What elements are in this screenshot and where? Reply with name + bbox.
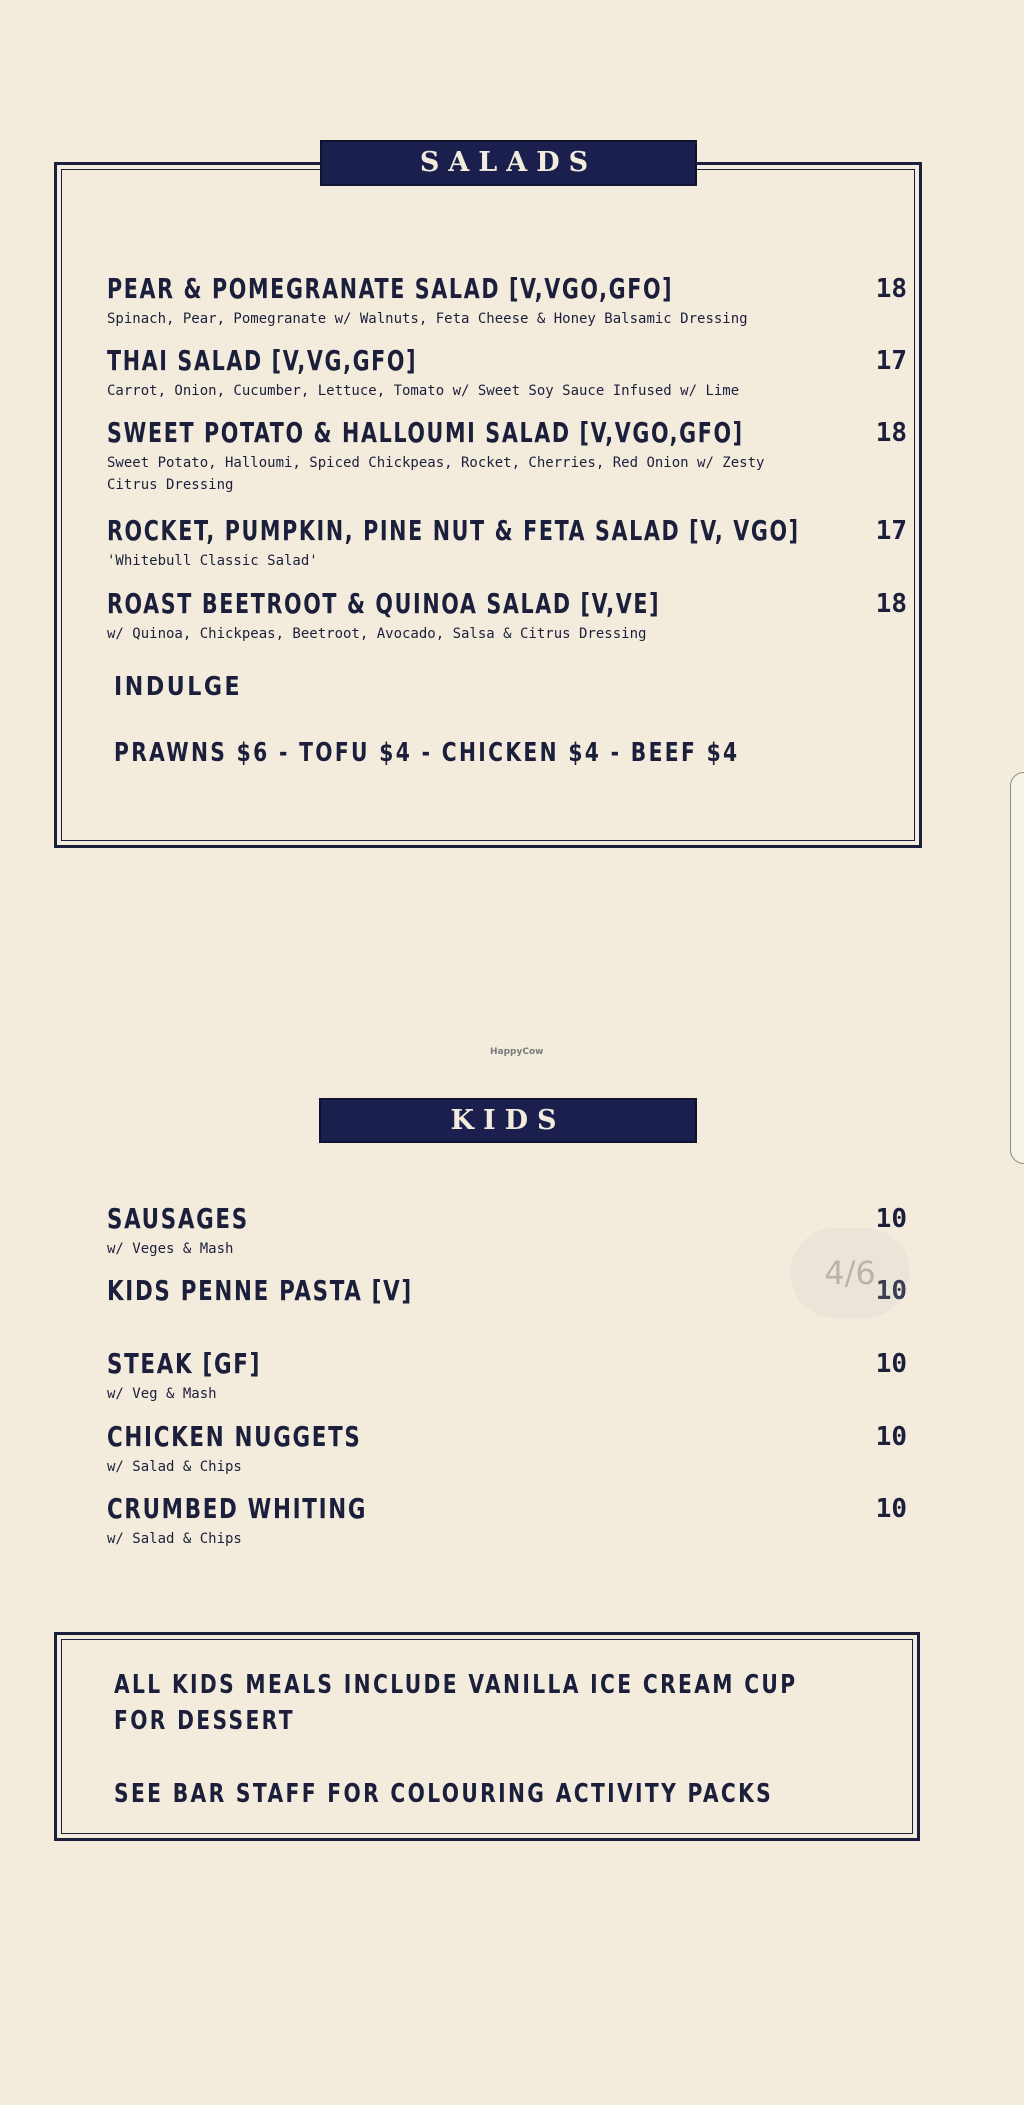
kids-item [107,1420,907,1478]
salad-item [107,587,907,645]
kids-item-description: w/ Salad & Chips [107,1531,242,1547]
kids-banner: KIDS [319,1098,697,1143]
salad-item-name: SWEET POTATO & HALLOUMI SALAD [V,VGO,GFO] [107,416,744,449]
salad-item-name: ROCKET, PUMPKIN, PINE NUT & FETA SALAD [V, VGO] [107,514,800,547]
indulge-options: PRAWNS $6 - TOFU $4 - CHICKEN $4 - BEEF $4 [114,738,740,768]
side-panel-handle[interactable] [1010,772,1024,1164]
kids-item-price: 10 [875,1422,907,1452]
happycow-watermark: HappyCow [490,1047,544,1057]
kids-note-line: ALL KIDS MEALS INCLUDE VANILLA ICE CREAM CUP [114,1670,798,1700]
salad-item-price: 18 [875,589,907,619]
salad-item [107,416,907,496]
kids-item-name: STEAK [GF] [107,1347,262,1380]
salad-item-description: Spinach, Pear, Pomegranate w/ Walnuts, Feta Cheese & Honey Balsamic Dressing [107,311,748,327]
kids-item-price: 10 [875,1349,907,1379]
salad-item-price: 17 [875,346,907,376]
kids-item [107,1274,907,1308]
previous-section-heading-fragment [390,0,630,4]
kids-item-description: w/ Veges & Mash [107,1241,234,1257]
kids-item [107,1492,907,1550]
salad-item-name: PEAR & POMEGRANATE SALAD [V,VGO,GFO] [107,272,674,305]
indulge-label: INDULGE [114,672,243,702]
salad-item-price: 18 [875,418,907,448]
salad-item-price: 18 [875,274,907,304]
kids-item-name: CRUMBED WHITING [107,1492,368,1525]
salad-item-description: Sweet Potato, Halloumi, Spiced Chickpeas, Rocket, Cherries, Red Onion w/ Zesty Citrus Dressing [107,455,765,493]
salad-item [107,514,907,572]
page-indicator: 4/6 [790,1228,910,1318]
kids-item-price: 10 [875,1276,907,1306]
kids-note-line: SEE BAR STAFF FOR COLOURING ACTIVITY PACKS [114,1779,774,1809]
salad-item-description: Carrot, Onion, Cucumber, Lettuce, Tomato w/ Sweet Soy Sauce Infused w/ Lime [107,383,740,399]
kids-item-name: CHICKEN NUGGETS [107,1420,362,1453]
kids-item [107,1347,907,1405]
salad-item-name: THAI SALAD [V,VG,GFO] [107,344,418,377]
kids-item-name: KIDS PENNE PASTA [V] [107,1274,413,1307]
kids-note-line: FOR DESSERT [114,1706,295,1736]
kids-item-price: 10 [875,1494,907,1524]
kids-item-description: w/ Salad & Chips [107,1459,242,1475]
salad-item-description: w/ Quinoa, Chickpeas, Beetroot, Avocado, Salsa & Citrus Dressing [107,626,647,642]
salad-item-price: 17 [875,516,907,546]
salads-banner: SALADS [320,140,697,186]
salad-item [107,272,907,330]
salad-item-description: 'Whitebull Classic Salad' [107,553,318,569]
salad-item-name: ROAST BEETROOT & QUINOA SALAD [V,VE] [107,587,661,620]
kids-item-description: w/ Veg & Mash [107,1386,217,1402]
kids-item-price: 10 [875,1204,907,1234]
kids-item-name: SAUSAGES [107,1202,249,1235]
salad-item [107,344,907,402]
kids-item [107,1202,907,1260]
